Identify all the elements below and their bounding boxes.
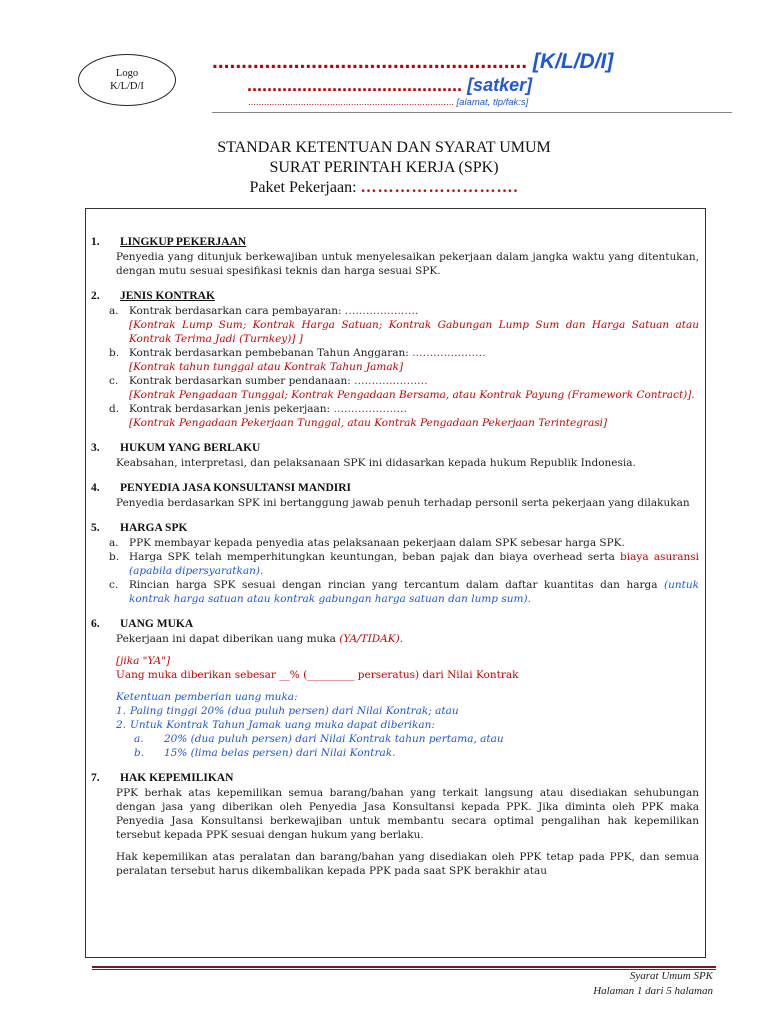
header-satker-placeholder: [satker] [467,75,533,95]
logo-label: Logo [115,68,139,79]
list-text: Kontrak berdasarkan jenis pekerjaan: [129,403,334,415]
list-item [109,536,699,550]
section-jenis-kontrak [91,289,699,430]
section-heading [91,235,699,250]
section-title: HARGA SPK [120,522,188,534]
section-number: 5. [91,522,100,534]
list-marker: a. [109,537,119,549]
list-text: Kontrak berdasarkan cara pembayaran: [129,305,345,317]
section-hak-kepemilikan [91,771,699,878]
section-title: PENYEDIA JASA KONSULTANSI MANDIRI [120,482,352,494]
document-title-package [0,178,768,198]
header-agency-dots: ...................................................... [212,50,528,73]
section-title: HUKUM YANG BERLAKU [120,442,261,454]
conditional-label: [jika "YA"] [116,655,171,667]
list-marker: 1. [116,705,127,717]
list-item [109,550,699,578]
fill-dots: ………………… [354,375,428,387]
contract-options: [Kontrak tahun tunggal atau Kontrak Tahun Jamak] [129,361,404,373]
header-address-dots: .............................................................................. [248,97,454,108]
logo-placeholder [78,54,176,106]
list-item [109,578,699,606]
advance-text: Pekerjaan ini dapat diberikan uang muka [116,633,340,645]
section-text: Keabsahan, interpretasi, dan pelaksanaan SPK ini didasarkan kepada hukum Republik Indonesia. [116,457,636,469]
list-item [134,732,699,746]
list-item [109,374,699,402]
section-title: LINGKUP PEKERJAAN [120,236,247,248]
fill-dots: ………………… [412,347,486,359]
section-title: JENIS KONTRAK [120,290,215,302]
list-text: 20% (dua puluh persen) dari Nilai Kontrak tahun pertama, atau [164,733,504,745]
section-text: Penyedia yang ditunjuk berkewajiban untuk menyelesaikan pekerjaan dalam jangka waktu yang ditentukan, dengan mutu sesuai spesifikasi teknis dan harga sesuai SPK. [116,251,699,277]
list-marker: c. [109,579,119,591]
list-text: Kontrak berdasarkan sumber pendanaan: [129,375,355,387]
section-heading [91,617,699,632]
footer-doc-name: Syarat Umum SPK [629,970,713,982]
contract-options: [Kontrak Pengadaan Pekerjaan Tunggal, atau Kontrak Pengadaan Pekerjaan Terintegrasi] [129,417,608,429]
header-satker-dots: ........................................... [247,75,463,95]
package-label: Paket Pekerjaan: [249,179,361,196]
section-uang-muka [91,617,699,760]
section-text: Penyedia berdasarkan SPK ini bertanggung jawab penuh terhadap personil serta pekerjaan yang dilakukan [116,497,690,509]
header-address-line [248,97,528,108]
list-marker: b. [109,347,120,359]
section-number: 4. [91,482,100,494]
list-marker: c. [109,375,119,387]
section-title: HAK KEPEMILIKAN [120,772,234,784]
terms-content [91,235,699,889]
logo-agency: K/L/D/I [110,81,144,92]
header-agency-placeholder: [K/L/D/I] [532,50,614,73]
section-text: Hak kepemilikan atas peralatan dan barang/bahan yang disediakan oleh PPK tetap pada PPK, dan semua peralatan tersebut harus dikembalikan kepada PPK pada saat SPK berakhir atau [116,851,699,877]
advance-provisions-title: Ketentuan pemberian uang muka: [116,691,298,703]
list-marker: d. [109,403,120,415]
document-title-line1: STANDAR KETENTUAN DAN SYARAT UMUM [217,139,551,156]
header-agency-line [212,50,613,74]
fill-dots: ………………… [344,305,419,317]
header-divider [212,112,732,113]
list-item [109,346,699,374]
section-heading [91,771,699,786]
section-penyedia-jasa [91,481,699,510]
footer-rule [92,966,716,968]
section-number: 1. [91,236,100,248]
section-text: PPK berhak atas kepemilikan semua barang/bahan yang terkait langsung atau disediakan sehubungan dengan jasa yang diberikan oleh Penyedia Jasa Konsultansi kepada PPK. Jika diminta oleh PPK maka Penyedia Jasa Konsultansi berkewajiban untuk membantu secara optimal pengalihan hak kepemilikan tersebut kepada PPK sesuai dengan hukum yang berlaku. [116,787,699,841]
list-item [109,304,699,346]
list-marker: b. [109,551,120,563]
document-title-line2: SURAT PERINTAH KERJA (SPK) [269,159,499,176]
fill-dots: ………………… [333,403,407,415]
list-text: PPK membayar kepada penyedia atas pelaksanaan pekerjaan dalam SPK sebesar harga SPK. [129,537,625,549]
footer-page-number: Halaman 1 dari 5 halaman [593,985,713,997]
advance-amount-line: Uang muka diberikan sebesar __% (_________ perseratus) dari Nilai Kontrak [116,669,519,681]
insurance-text: biaya asuransi [620,551,699,563]
list-item [109,402,699,430]
list-item [134,746,699,760]
list-text: Rincian harga SPK sesuai dengan rincian yang tercantum dalam daftar kuantitas dan harga [129,579,665,591]
section-number: 7. [91,772,100,784]
section-lingkup-pekerjaan [91,235,699,278]
section-hukum-yang-berlaku [91,441,699,470]
list-text: Kontrak berdasarkan pembebanan Tahun Anggaran: [129,347,413,359]
list-marker: a. [109,305,119,317]
header-address-placeholder: [alamat, tlp/fak:s] [456,97,529,108]
list-marker: a. [134,733,144,745]
section-number: 3. [91,442,100,454]
conditional-note: (untuk kontrak harga satuan atau kontrak gabungan harga satuan dan lump sum). [129,579,699,605]
section-number: 6. [91,618,100,630]
section-heading [91,521,699,536]
section-number: 2. [91,290,100,302]
header-satker-line [247,75,532,96]
contract-options: [Kontrak Lump Sum; Kontrak Harga Satuan; Kontrak Gabungan Lump Sum dan Harga Satuan atau Kontrak Terima Jadi (Turnkey)] ] [129,319,699,345]
list-text: 15% (lima belas persen) dari Nilai Kontrak. [164,747,396,759]
section-harga-spk [91,521,699,606]
list-item [116,704,699,718]
section-heading [91,441,699,456]
section-title: UANG MUKA [120,618,194,630]
advance-choice: (YA/TIDAK). [339,633,404,645]
conditional-note: (apabila dipersyaratkan). [129,565,264,577]
list-text: Untuk Kontrak Tahun Jamak uang muka dapat diberikan: [130,719,435,731]
terms-box [85,208,706,958]
list-text: Paling tinggi 20% (dua puluh persen) dari Nilai Kontrak; atau [130,705,459,717]
contract-options: [Kontrak Pengadaan Tunggal; Kontrak Pengadaan Bersama, atau Kontrak Payung (Framework Contract)]. [129,389,695,401]
list-marker: b. [134,747,145,759]
list-text: Harga SPK telah memperhitungkan keuntungan, beban pajak dan biaya overhead serta [129,551,621,563]
package-dots: ………………………. [360,179,519,196]
section-heading [91,289,699,304]
list-item [116,718,699,732]
section-heading [91,481,699,496]
list-marker: 2. [116,719,127,731]
section-text [116,632,699,646]
